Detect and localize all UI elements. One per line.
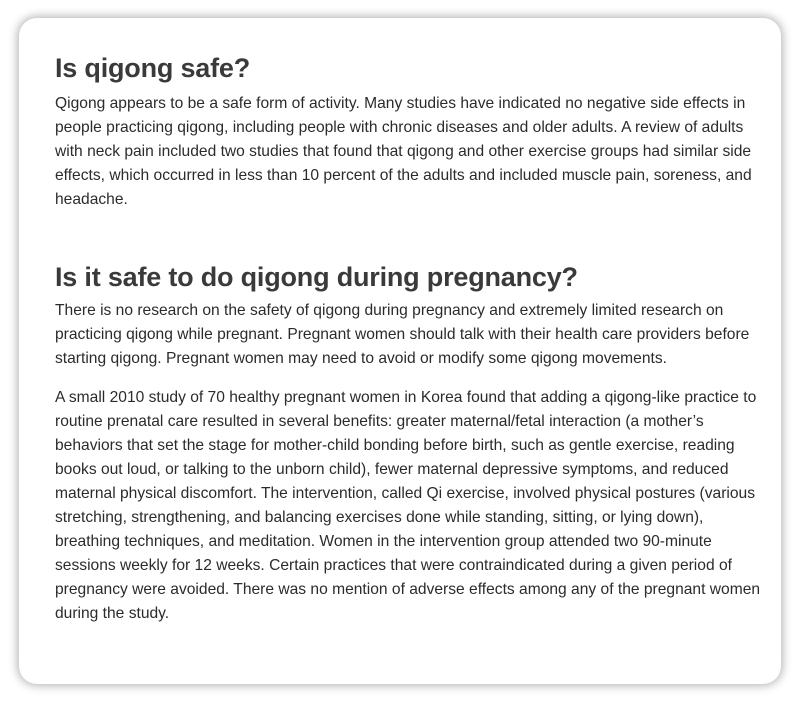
section-paragraph-safety: Qigong appears to be a safe form of activity. Many studies have indicated no negative side effects in people practicing qigong, including people with chronic diseases and older adults. A review of adults with neck pain included two studies that found that qigong and other exercise groups had similar side effects, which occurred in less than 10 percent of the adults and included muscle pain, soreness, and headache. <box>55 95 752 208</box>
section-heading-pregnancy: Is it safe to do qigong during pregnancy? <box>55 262 578 292</box>
section-paragraph-pregnancy-research: There is no research on the safety of qigong during pregnancy and extremely limited research on practicing qigong while pregnant. Pregnant women should talk with their health care providers before starting qigong. Pregnant women may need to avoid or modify some qigong movements. <box>55 302 750 367</box>
content-card <box>19 18 781 684</box>
section-heading-qigong-safe: Is qigong safe? <box>55 53 251 83</box>
section-paragraph-korea-study: A small 2010 study of 70 healthy pregnant women in Korea found that adding a qigong-like practice to routine prenatal care resulted in several benefits: greater maternal/fetal interaction (a mother’s behaviors that set the stage for mother-child bonding before birth, such as gentle exercise, reading books out loud, or talking to the unborn child), fewer maternal depressive symptoms, and reduced maternal physical discomfort. The intervention, called Qi exercise, involved physical postures (various stretching, strengthening, and balancing exercises done while standing, sitting, or lying down), breathing techniques, and meditation. Women in the intervention group attended two 90-minute sessions weekly for 12 weeks. Certain practices that were contraindicated during a given period of pregnancy were avoided. There was no mention of adverse effects among any of the pregnant women during the study. <box>55 389 761 622</box>
